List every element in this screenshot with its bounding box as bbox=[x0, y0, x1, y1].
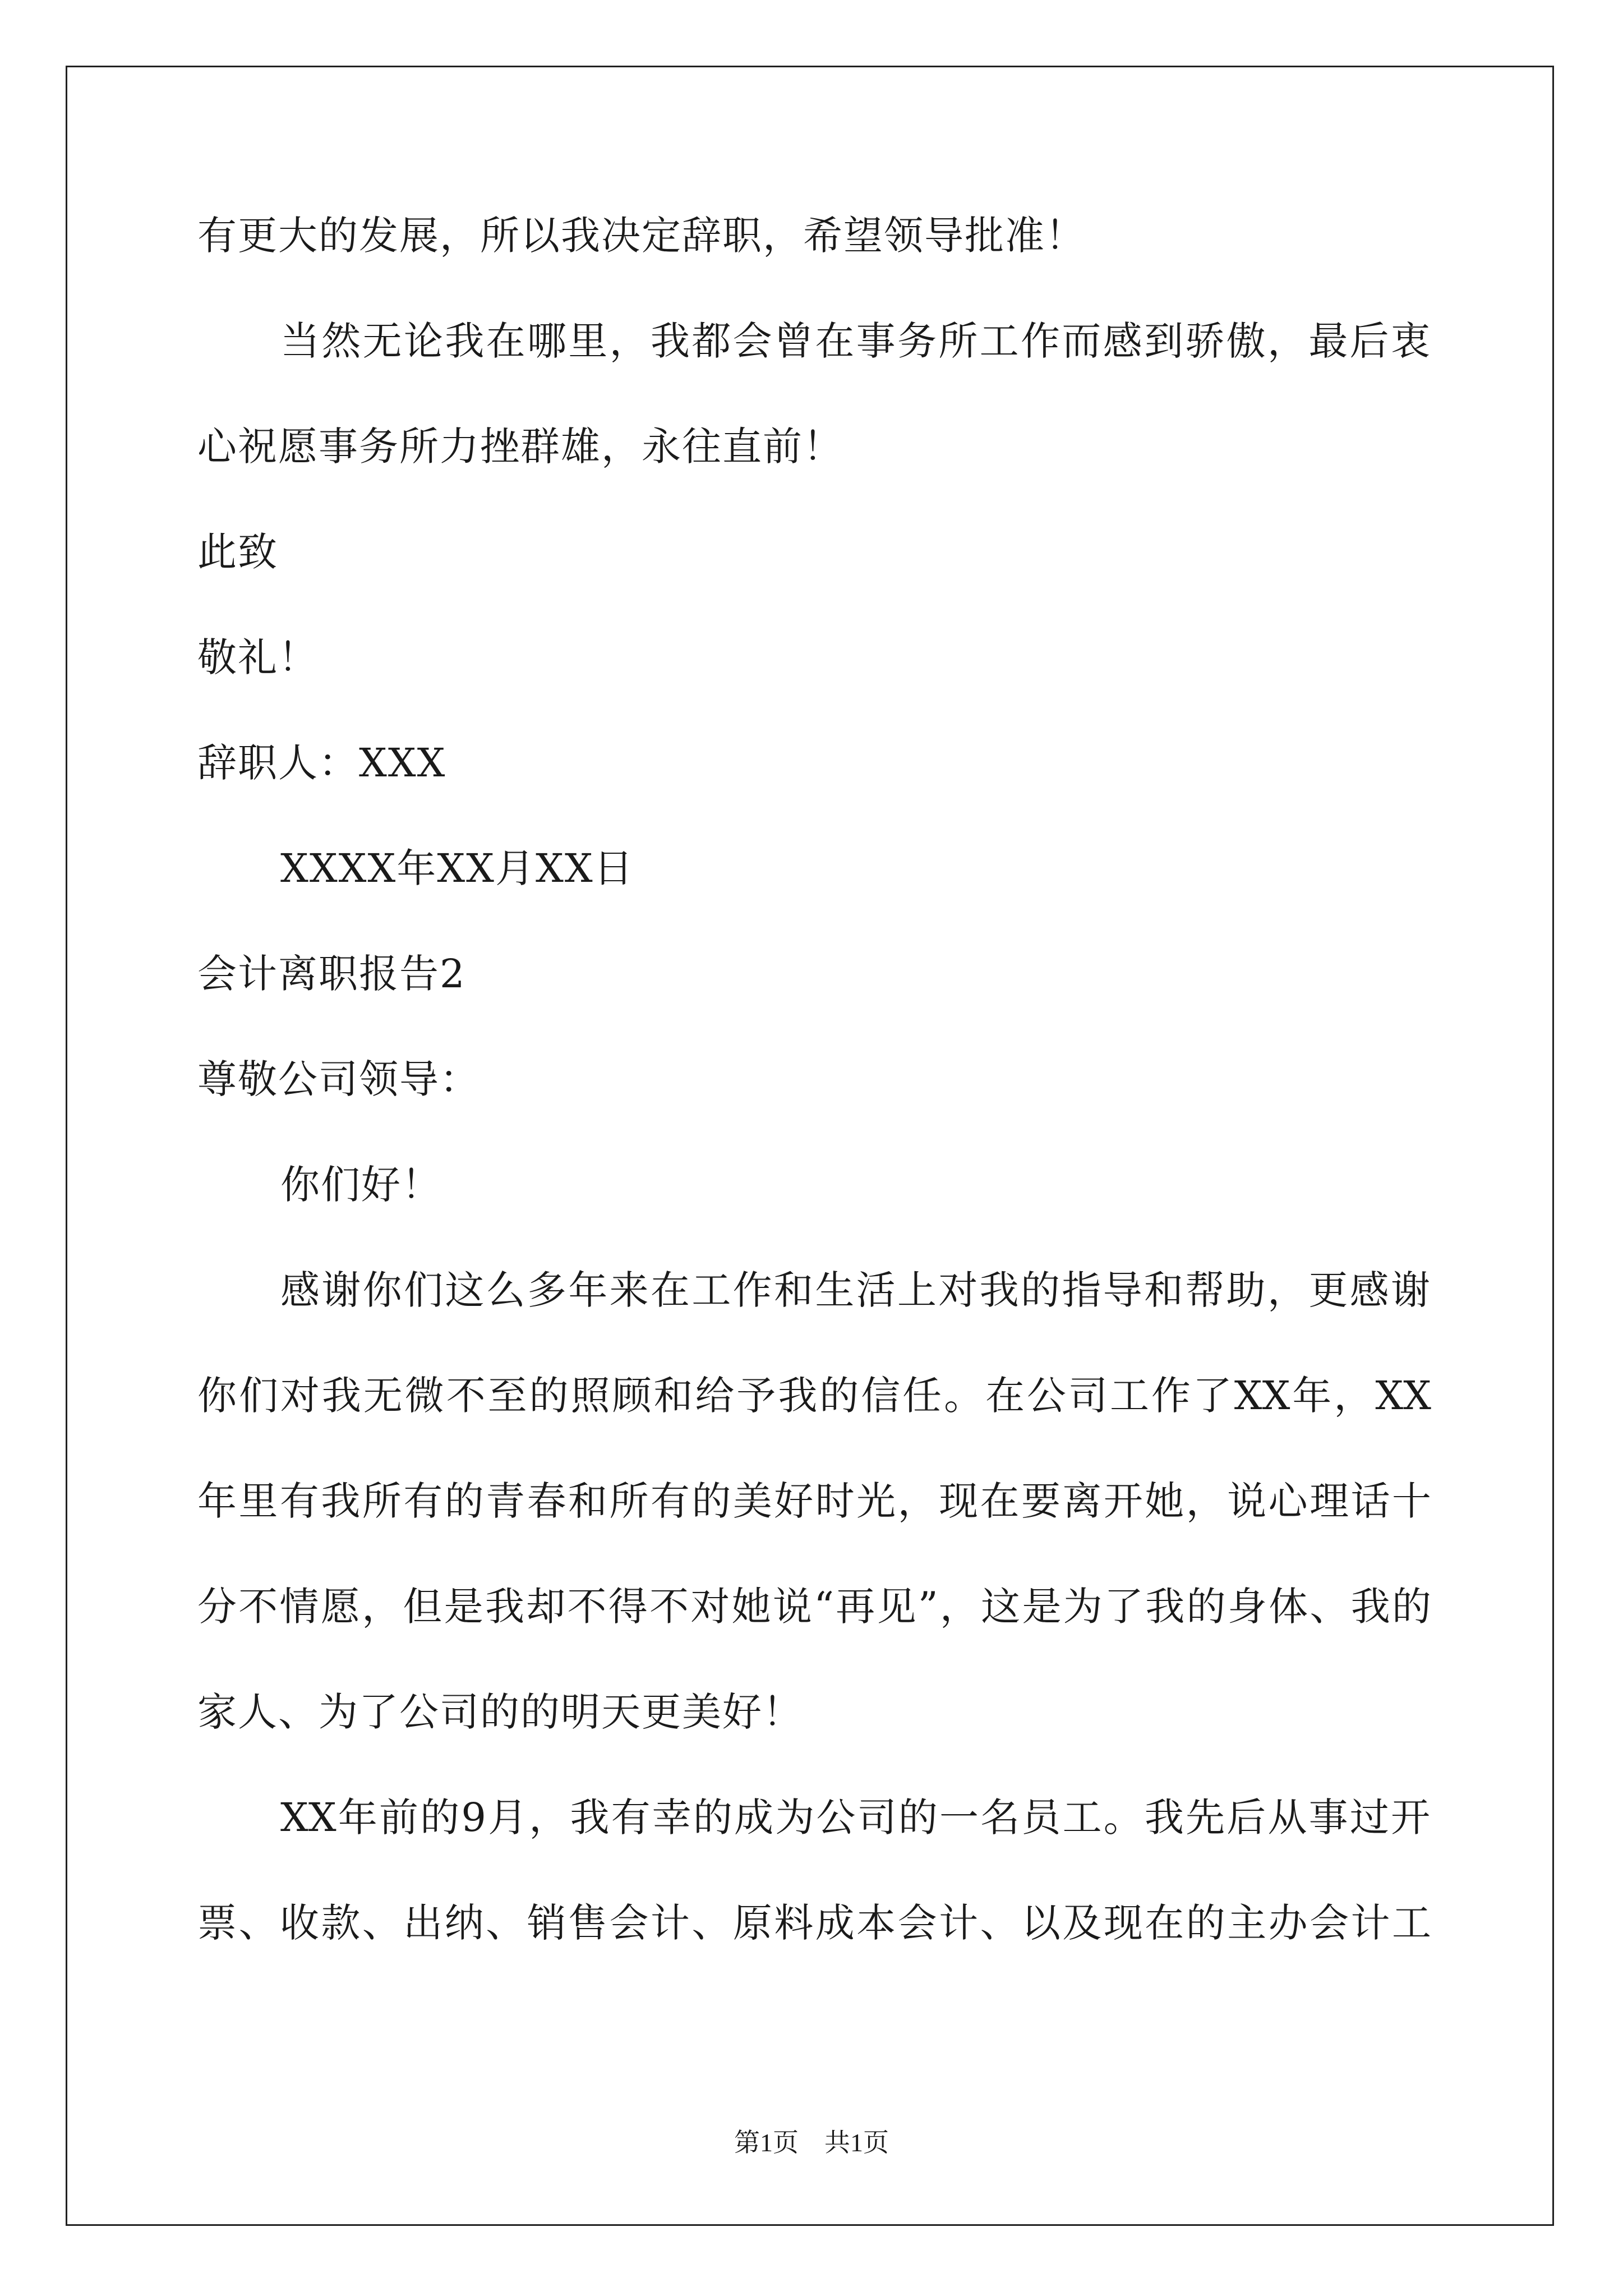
text-line: 家人、为了公司的的明天更美好！ bbox=[197, 1689, 803, 1735]
signer: 辞职人：XXX bbox=[197, 740, 446, 786]
text-line: 当然无论我在哪里，我都会曾在事务所工作而感到骄傲，最后衷 bbox=[280, 318, 1430, 364]
text-line: 年里有我所有的青春和所有的美好时光，现在要离开她，说心理话十 bbox=[197, 1478, 1431, 1524]
salutation-closing: 此致 bbox=[197, 529, 278, 575]
text-line: 有更大的发展，所以我决定辞职，希望领导批准！ bbox=[197, 213, 1086, 259]
text-line: 票、收款、出纳、销售会计、原料成本会计、以及现在的主办会计工 bbox=[197, 1900, 1431, 1946]
text-line: XX年前的9月，我有幸的成为公司的一名员工。我先后从事过开 bbox=[280, 1795, 1430, 1841]
text-line: 分不情愿，但是我却不得不对她说“再见”，这是为了我的身体、我的 bbox=[197, 1584, 1431, 1630]
text-line: 心祝愿事务所力挫群雄，永往直前！ bbox=[197, 424, 843, 470]
section-title: 会计离职报告2 bbox=[197, 951, 466, 997]
greeting: 你们好！ bbox=[280, 1162, 442, 1208]
date-line: XXXX年XX月XX日 bbox=[280, 845, 634, 891]
addressee: 尊敬公司领导： bbox=[197, 1056, 480, 1102]
text-line: 你们对我无微不至的照顾和给予我的信任。在公司工作了XX年，XX bbox=[197, 1373, 1431, 1419]
salutation-regards: 敬礼！ bbox=[197, 634, 319, 680]
text-line: 感谢你们这么多年来在工作和生活上对我的指导和帮助，更感谢 bbox=[280, 1267, 1430, 1313]
page-footer: 第1页 共1页 bbox=[734, 2128, 889, 2157]
